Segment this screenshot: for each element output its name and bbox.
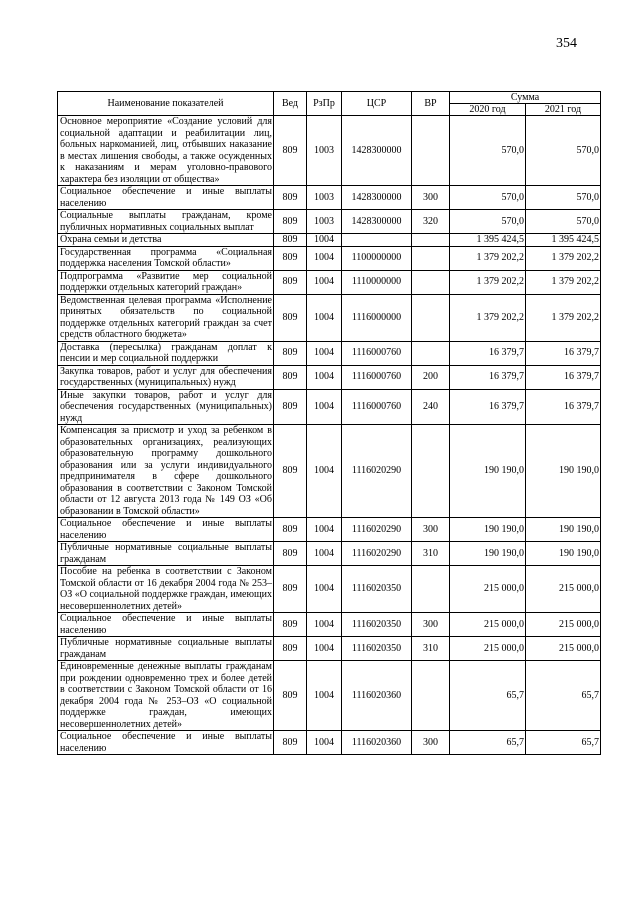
cell-name: Компенсация за присмотр и уход за ребенком в образовательных организациях, реализующих образовательную программу дошкольного образования или за услуги индивидуального предпринимателя в сфере дошкольного образования в соответствии с Законом Томской области от 12 августа 2013 года № 149 ОЗ «Об образовании в Томской области» (58, 425, 274, 518)
header-csr: ЦСР (342, 92, 412, 116)
cell-rzpr: 1003 (307, 186, 342, 210)
cell-name: Единовременные денежные выплаты гражданам при рождении одновременно трех и более детей в соответствии с Законом Томской области от 16 декабря 2004 года № 253–ОЗ «О социальной поддержке граждан, имеющих несовершеннолетних детей» (58, 661, 274, 731)
header-name: Наименование показателей (58, 92, 274, 116)
cell-2020: 16 379,7 (450, 341, 526, 365)
cell-2020: 570,0 (450, 186, 526, 210)
cell-csr: 1116000760 (342, 365, 412, 389)
cell-csr: 1110000000 (342, 270, 412, 294)
cell-ved: 809 (274, 566, 307, 613)
cell-name: Основное мероприятие «Создание условий для социальной адаптации и реабилитации лиц, больных наркоманией, лиц, отбывших наказание в местах лишения свободы, а также осужденных к наказаниям и мерам уголовно-правового характера без изоляции от общества» (58, 116, 274, 186)
cell-name: Пособие на ребенка в соответствии с Законом Томской области от 16 декабря 2004 года № 253–ОЗ «О социальной поддержке граждан, имеющих несовершеннолетних детей» (58, 566, 274, 613)
cell-ved: 809 (274, 731, 307, 755)
cell-vr (412, 294, 450, 341)
cell-vr: 240 (412, 389, 450, 425)
cell-ved: 809 (274, 389, 307, 425)
cell-vr (412, 341, 450, 365)
cell-csr: 1116020350 (342, 566, 412, 613)
cell-2021: 570,0 (526, 186, 601, 210)
cell-rzpr: 1004 (307, 425, 342, 518)
cell-rzpr: 1004 (307, 518, 342, 542)
cell-rzpr: 1004 (307, 246, 342, 270)
cell-rzpr: 1004 (307, 566, 342, 613)
table-row (58, 186, 601, 210)
cell-vr (412, 270, 450, 294)
cell-ved: 809 (274, 270, 307, 294)
cell-csr: 1428300000 (342, 210, 412, 234)
cell-csr: 1116000000 (342, 294, 412, 341)
table-row (58, 341, 601, 365)
cell-rzpr: 1004 (307, 661, 342, 731)
cell-csr: 1116020290 (342, 425, 412, 518)
cell-ved: 809 (274, 294, 307, 341)
cell-name: Публичные нормативные социальные выплаты гражданам (58, 542, 274, 566)
cell-2021: 190 190,0 (526, 542, 601, 566)
header-sum: Сумма (450, 92, 601, 104)
cell-csr (342, 234, 412, 247)
cell-csr: 1116020290 (342, 542, 412, 566)
cell-vr: 310 (412, 637, 450, 661)
cell-rzpr: 1004 (307, 731, 342, 755)
cell-2020: 215 000,0 (450, 566, 526, 613)
cell-2020: 65,7 (450, 661, 526, 731)
table-header (58, 92, 601, 116)
cell-2021: 1 379 202,2 (526, 294, 601, 341)
cell-rzpr: 1004 (307, 365, 342, 389)
cell-vr: 310 (412, 542, 450, 566)
cell-name: Социальные выплаты гражданам, кроме публичных нормативных социальных выплат (58, 210, 274, 234)
cell-ved: 809 (274, 637, 307, 661)
cell-2021: 1 379 202,2 (526, 270, 601, 294)
page-number: 354 (556, 36, 577, 51)
cell-2020: 215 000,0 (450, 613, 526, 637)
cell-name: Подпрограмма «Развитие мер социальной поддержки отдельных категорий граждан» (58, 270, 274, 294)
cell-2020: 570,0 (450, 116, 526, 186)
header-rzpr: РзПр (307, 92, 342, 116)
cell-2021: 16 379,7 (526, 341, 601, 365)
header-year-2020: 2020 год (450, 104, 526, 116)
cell-name: Государственная программа «Социальная поддержка населения Томской области» (58, 246, 274, 270)
table-row (58, 234, 601, 247)
cell-2021: 190 190,0 (526, 518, 601, 542)
cell-csr: 1116020360 (342, 661, 412, 731)
cell-csr: 1116000760 (342, 341, 412, 365)
cell-csr: 1116020350 (342, 637, 412, 661)
table-row (58, 425, 601, 518)
cell-ved: 809 (274, 246, 307, 270)
header-ved: Вед (274, 92, 307, 116)
table-row (58, 518, 601, 542)
cell-csr: 1116000760 (342, 389, 412, 425)
cell-rzpr: 1004 (307, 341, 342, 365)
table-row (58, 210, 601, 234)
cell-vr (412, 425, 450, 518)
cell-name: Ведомственная целевая программа «Исполнение принятых обязательств по социальной поддержке отдельных категорий граждан за счет средств областного бюджета» (58, 294, 274, 341)
cell-vr (412, 116, 450, 186)
cell-ved: 809 (274, 365, 307, 389)
cell-2020: 65,7 (450, 731, 526, 755)
cell-ved: 809 (274, 661, 307, 731)
cell-ved: 809 (274, 542, 307, 566)
cell-vr: 320 (412, 210, 450, 234)
cell-ved: 809 (274, 518, 307, 542)
cell-vr: 300 (412, 518, 450, 542)
cell-2021: 1 395 424,5 (526, 234, 601, 247)
cell-2020: 1 379 202,2 (450, 294, 526, 341)
cell-2020: 16 379,7 (450, 365, 526, 389)
cell-rzpr: 1004 (307, 294, 342, 341)
cell-2020: 570,0 (450, 210, 526, 234)
cell-csr: 1428300000 (342, 186, 412, 210)
cell-vr: 300 (412, 731, 450, 755)
header-vr: ВР (412, 92, 450, 116)
cell-name: Социальное обеспечение и иные выплаты населению (58, 731, 274, 755)
cell-name: Закупка товаров, работ и услуг для обеспечения государственных (муниципальных) нужд (58, 365, 274, 389)
cell-vr (412, 566, 450, 613)
table-row (58, 542, 601, 566)
cell-2020: 16 379,7 (450, 389, 526, 425)
header-year-2021: 2021 год (526, 104, 601, 116)
cell-name: Охрана семьи и детства (58, 234, 274, 247)
cell-rzpr: 1004 (307, 542, 342, 566)
cell-vr: 200 (412, 365, 450, 389)
cell-2020: 190 190,0 (450, 425, 526, 518)
cell-2021: 1 379 202,2 (526, 246, 601, 270)
table-row (58, 637, 601, 661)
cell-ved: 809 (274, 186, 307, 210)
cell-rzpr: 1004 (307, 389, 342, 425)
table-row (58, 389, 601, 425)
cell-2021: 215 000,0 (526, 613, 601, 637)
cell-name: Социальное обеспечение и иные выплаты населению (58, 518, 274, 542)
cell-name: Социальное обеспечение и иные выплаты населению (58, 613, 274, 637)
table-row (58, 661, 601, 731)
cell-2021: 570,0 (526, 116, 601, 186)
cell-2021: 16 379,7 (526, 365, 601, 389)
cell-name: Публичные нормативные социальные выплаты гражданам (58, 637, 274, 661)
cell-2021: 65,7 (526, 731, 601, 755)
table-row (58, 365, 601, 389)
table-row (58, 731, 601, 755)
cell-vr (412, 234, 450, 247)
cell-rzpr: 1003 (307, 116, 342, 186)
cell-rzpr: 1004 (307, 637, 342, 661)
cell-csr: 1116020360 (342, 731, 412, 755)
cell-vr: 300 (412, 613, 450, 637)
cell-name: Доставка (пересылка) гражданам доплат к пенсии и мер социальной поддержки (58, 341, 274, 365)
cell-csr: 1100000000 (342, 246, 412, 270)
cell-2021: 215 000,0 (526, 637, 601, 661)
cell-csr: 1116020290 (342, 518, 412, 542)
cell-ved: 809 (274, 425, 307, 518)
cell-2020: 190 190,0 (450, 542, 526, 566)
cell-ved: 809 (274, 341, 307, 365)
cell-csr: 1116020350 (342, 613, 412, 637)
table-row (58, 294, 601, 341)
budget-table (57, 91, 601, 755)
cell-2020: 215 000,0 (450, 637, 526, 661)
table-row (58, 270, 601, 294)
cell-2020: 1 379 202,2 (450, 246, 526, 270)
cell-2020: 1 379 202,2 (450, 270, 526, 294)
table-row (58, 566, 601, 613)
cell-vr (412, 246, 450, 270)
cell-2020: 1 395 424,5 (450, 234, 526, 247)
table-row (58, 116, 601, 186)
cell-ved: 809 (274, 116, 307, 186)
cell-rzpr: 1004 (307, 613, 342, 637)
cell-2021: 16 379,7 (526, 389, 601, 425)
cell-ved: 809 (274, 234, 307, 247)
cell-name: Иные закупки товаров, работ и услуг для обеспечения государственных (муниципальных) нужд (58, 389, 274, 425)
cell-ved: 809 (274, 210, 307, 234)
cell-rzpr: 1004 (307, 234, 342, 247)
cell-2021: 570,0 (526, 210, 601, 234)
cell-2020: 190 190,0 (450, 518, 526, 542)
cell-name: Социальное обеспечение и иные выплаты населению (58, 186, 274, 210)
cell-2021: 215 000,0 (526, 566, 601, 613)
cell-csr: 1428300000 (342, 116, 412, 186)
cell-ved: 809 (274, 613, 307, 637)
cell-vr (412, 661, 450, 731)
cell-2021: 65,7 (526, 661, 601, 731)
cell-2021: 190 190,0 (526, 425, 601, 518)
cell-rzpr: 1004 (307, 270, 342, 294)
cell-vr: 300 (412, 186, 450, 210)
table-row (58, 246, 601, 270)
table-body (58, 116, 601, 755)
cell-rzpr: 1003 (307, 210, 342, 234)
table-row (58, 613, 601, 637)
